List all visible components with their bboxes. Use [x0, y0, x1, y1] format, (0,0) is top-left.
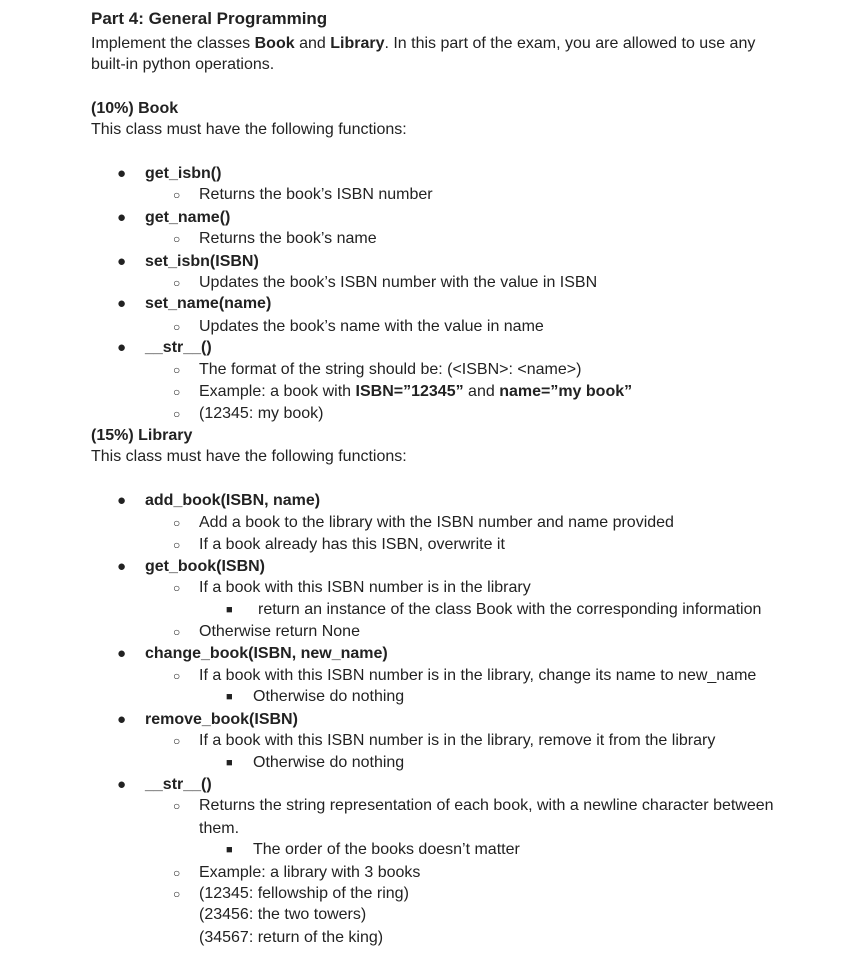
bullet-disc-icon: ●	[117, 209, 127, 226]
list-item: (12345: fellowship of the ring)	[199, 885, 409, 902]
list-item: If a book with this ISBN number is in the library, change its name to new_name	[199, 667, 757, 684]
book-description: This class must have the following functions:	[91, 121, 407, 138]
bullet-circle-icon: ○	[173, 887, 181, 901]
method-set-name: set_name(name)	[145, 295, 272, 312]
method-set-isbn: set_isbn(ISBN)	[145, 253, 259, 270]
method-str: __str__()	[145, 339, 212, 356]
list-item: return an instance of the class Book with the corresponding information	[258, 601, 762, 618]
method-get-book: get_book(ISBN)	[145, 558, 265, 575]
bullet-circle-icon: ○	[173, 276, 181, 290]
method-add-book: add_book(ISBN, name)	[145, 492, 321, 509]
list-item: Example: a book with ISBN=”12345” and name=”my book”	[199, 383, 633, 400]
bullet-square-icon: ■	[226, 844, 233, 856]
list-item: Otherwise do nothing	[253, 688, 405, 705]
bullet-circle-icon: ○	[173, 385, 181, 399]
intro-paragraph: Implement the classes Book and Library. In this part of the exam, you are allowed to use any	[91, 35, 756, 52]
list-item: Returns the book’s ISBN number	[199, 186, 433, 203]
list-item: Otherwise do nothing	[253, 754, 405, 771]
bullet-disc-icon: ●	[117, 339, 127, 356]
list-item: Example: a library with 3 books	[199, 864, 421, 881]
book-heading: (10%) Book	[91, 100, 179, 117]
method-library-str: __str__()	[145, 776, 212, 793]
list-item: (12345: my book)	[199, 405, 324, 422]
bullet-square-icon: ■	[226, 691, 233, 703]
bullet-circle-icon: ○	[173, 363, 181, 377]
bullet-disc-icon: ●	[117, 295, 127, 312]
bullet-circle-icon: ○	[173, 232, 181, 246]
list-item: Updates the book’s ISBN number with the value in ISBN	[199, 274, 598, 291]
list-item: The format of the string should be: (<ISBN>: <name>)	[199, 361, 582, 378]
list-item: Returns the book’s name	[199, 230, 377, 247]
bullet-disc-icon: ●	[117, 776, 127, 793]
bullet-circle-icon: ○	[173, 581, 181, 595]
library-description: This class must have the following functions:	[91, 448, 407, 465]
list-item: If a book with this ISBN number is in the library, remove it from the library	[199, 732, 716, 749]
bullet-disc-icon: ●	[117, 165, 127, 182]
bullet-circle-icon: ○	[173, 407, 181, 421]
bullet-disc-icon: ●	[117, 558, 127, 575]
bullet-circle-icon: ○	[173, 799, 181, 813]
bullet-circle-icon: ○	[173, 734, 181, 748]
list-item: If a book with this ISBN number is in the library	[199, 579, 531, 596]
bullet-circle-icon: ○	[173, 625, 181, 639]
list-item: Otherwise return None	[199, 623, 360, 640]
list-item: Returns the string representation of each book, with a newline character between	[199, 797, 774, 814]
bullet-disc-icon: ●	[117, 492, 127, 509]
library-heading: (15%) Library	[91, 427, 193, 444]
method-change-book: change_book(ISBN, new_name)	[145, 645, 388, 662]
bullet-disc-icon: ●	[117, 253, 127, 270]
bullet-square-icon: ■	[226, 757, 233, 769]
bullet-disc-icon: ●	[117, 711, 127, 728]
bullet-circle-icon: ○	[173, 866, 181, 880]
bullet-square-icon: ■	[226, 604, 233, 616]
list-item-cont: them.	[199, 820, 240, 837]
list-item: The order of the books doesn’t matter	[253, 841, 520, 858]
bullet-circle-icon: ○	[173, 188, 181, 202]
bullet-disc-icon: ●	[117, 645, 127, 662]
intro-paragraph-cont: built-in python operations.	[91, 56, 275, 73]
list-item-cont: (23456: the two towers)	[199, 906, 367, 923]
list-item: If a book already has this ISBN, overwrite it	[199, 536, 505, 553]
bullet-circle-icon: ○	[173, 320, 181, 334]
method-remove-book: remove_book(ISBN)	[145, 711, 298, 728]
page-title: Part 4: General Programming	[91, 9, 328, 28]
list-item: Updates the book’s name with the value in name	[199, 318, 544, 335]
bullet-circle-icon: ○	[173, 538, 181, 552]
method-get-isbn: get_isbn()	[145, 165, 222, 182]
list-item-cont: (34567: return of the king)	[199, 929, 384, 946]
list-item: Add a book to the library with the ISBN number and name provided	[199, 514, 674, 531]
method-get-name: get_name()	[145, 209, 231, 226]
bullet-circle-icon: ○	[173, 669, 181, 683]
bullet-circle-icon: ○	[173, 516, 181, 530]
